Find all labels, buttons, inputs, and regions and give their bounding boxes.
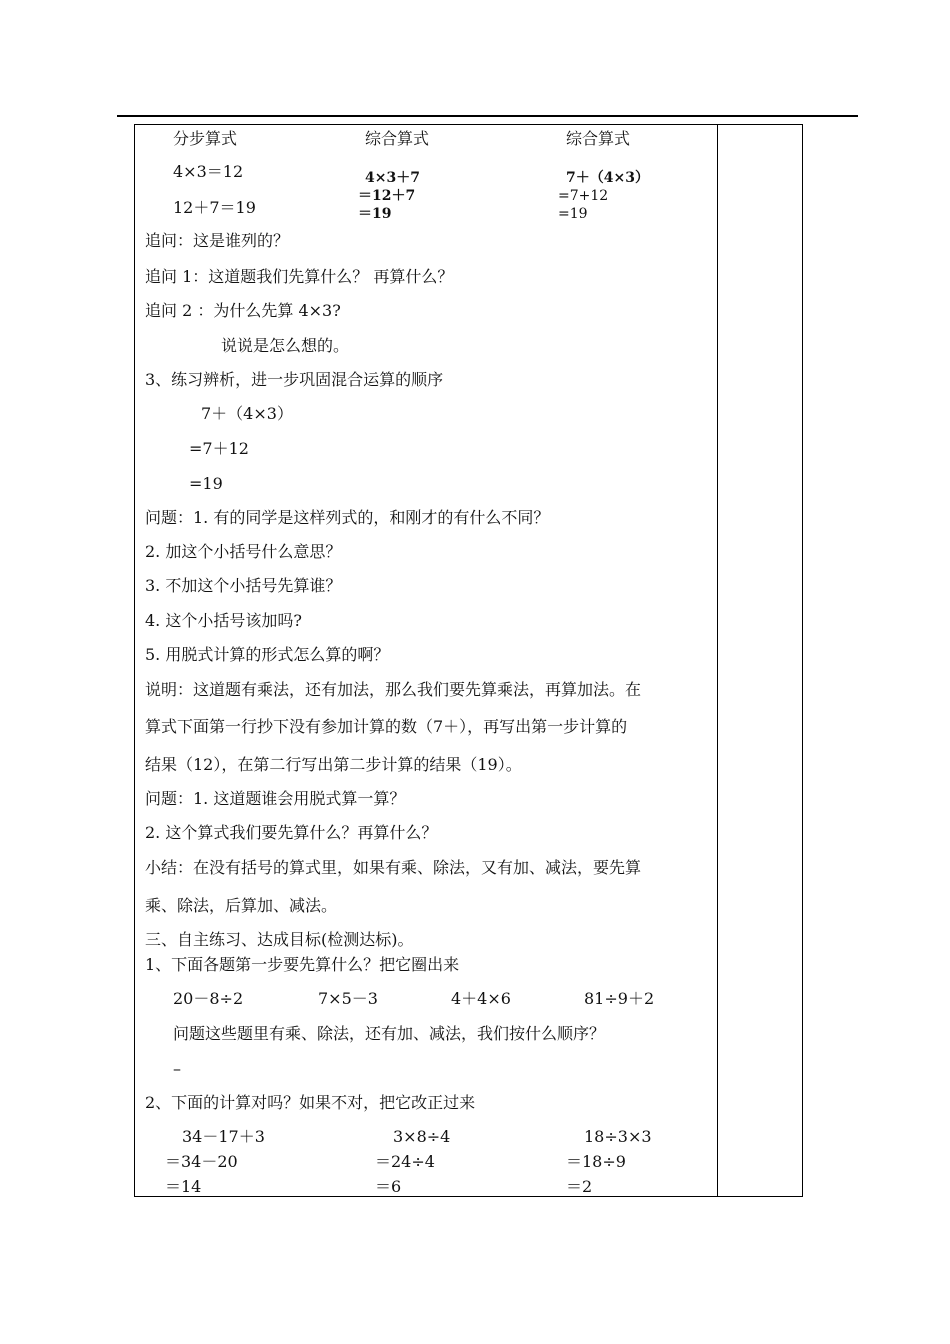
task-1-question: 问题这些题里有乘、除法，还有加、减法，我们按什么顺序？ (173, 1024, 606, 1043)
summary-line-1: 小结：在没有括号的算式里，如果有乘、除法，又有加、减法，要先算 (145, 858, 642, 877)
combined-b-line-1: 7＋（4×3） (566, 170, 649, 186)
example-line-2: =7＋12 (189, 439, 249, 458)
problem-1: 问题：1. 有的同学是这样列式的，和刚才的有什么不同？ (145, 508, 550, 527)
step-formula-2: 12＋7＝19 (173, 198, 256, 217)
combined-a-line-3: ＝19 (358, 206, 392, 222)
step-formula-1: 4×3＝12 (173, 162, 244, 181)
task-1-heading: 1、下面各题第一步要先算什么？把它圈出来 (145, 955, 460, 974)
answer-blank: – (173, 1059, 181, 1078)
calc-a-line-3: ＝14 (165, 1177, 202, 1196)
followup-1: 追问 1：这道题我们先算什么？ 再算什么？ (145, 267, 454, 286)
expression-4: 81÷9＋2 (584, 989, 655, 1008)
calc-a-line-1: 34－17＋3 (182, 1127, 265, 1146)
summary-line-2: 乘、除法，后算加、减法。 (145, 896, 338, 915)
combined-b-line-2: =7+12 (558, 188, 609, 204)
expression-1: 20－8÷2 (173, 989, 244, 1008)
calc-c-line-2: ＝18÷9 (566, 1152, 626, 1171)
question-r1: 问题：1. 这道题谁会用脱式算一算？ (145, 789, 406, 808)
combined-a-line-1: 4×3＋7 (365, 170, 420, 186)
combined-a-line-2: ＝12＋7 (358, 188, 416, 204)
combined-b-line-3: =19 (558, 206, 588, 222)
calc-b-line-3: ＝6 (375, 1177, 402, 1196)
calc-c-line-3: ＝2 (566, 1177, 593, 1196)
calc-b-line-2: ＝24÷4 (375, 1152, 435, 1171)
header-step-formula: 分步算式 (173, 129, 238, 148)
task-2-heading: 2、下面的计算对吗？如果不对，把它改正过来 (145, 1093, 476, 1112)
header-rule (117, 115, 858, 117)
explanation-line-2: 算式下面第一行抄下没有参加计算的数（7＋），再写出第一步计算的 (145, 717, 628, 736)
section-three-heading: 三、自主练习、达成目标(检测达标)。 (145, 930, 414, 949)
table-column-divider (717, 124, 718, 1197)
problem-3: 3. 不加这个小括号先算谁？ (145, 576, 342, 595)
explanation-line-1: 说明：这道题有乘法，还有加法，那么我们要先算乘法，再算加法。在 (145, 680, 642, 699)
expression-2: 7×5－3 (318, 989, 378, 1008)
calc-c-line-1: 18÷3×3 (584, 1127, 652, 1146)
followup-2-detail: 说说是怎么想的。 (221, 336, 350, 355)
calc-b-line-1: 3×8÷4 (393, 1127, 451, 1146)
problem-5: 5. 用脱式计算的形式怎么算的啊？ (145, 645, 390, 664)
section-3-heading: 3、练习辨析，进一步巩固混合运算的顺序 (145, 370, 444, 389)
calc-a-line-2: ＝34－20 (165, 1152, 238, 1171)
example-line-3: =19 (189, 474, 223, 493)
question-r2: 2. 这个算式我们要先算什么？再算什么？ (145, 823, 438, 842)
followup-2: 追问 2 ：为什么先算 4×3? (145, 301, 341, 320)
question-who: 追问：这是谁列的？ (145, 231, 290, 250)
explanation-line-3: 结果（12），在第二行写出第二步计算的结果（19）。 (145, 755, 522, 774)
problem-4: 4. 这个小括号该加吗? (145, 611, 302, 630)
example-line-1: 7＋（4×3） (201, 404, 293, 423)
header-combined-formula-a: 综合算式 (365, 129, 430, 148)
problem-2: 2. 加这个小括号什么意思？ (145, 542, 342, 561)
header-combined-formula-b: 综合算式 (566, 129, 631, 148)
expression-3: 4＋4×6 (451, 989, 511, 1008)
